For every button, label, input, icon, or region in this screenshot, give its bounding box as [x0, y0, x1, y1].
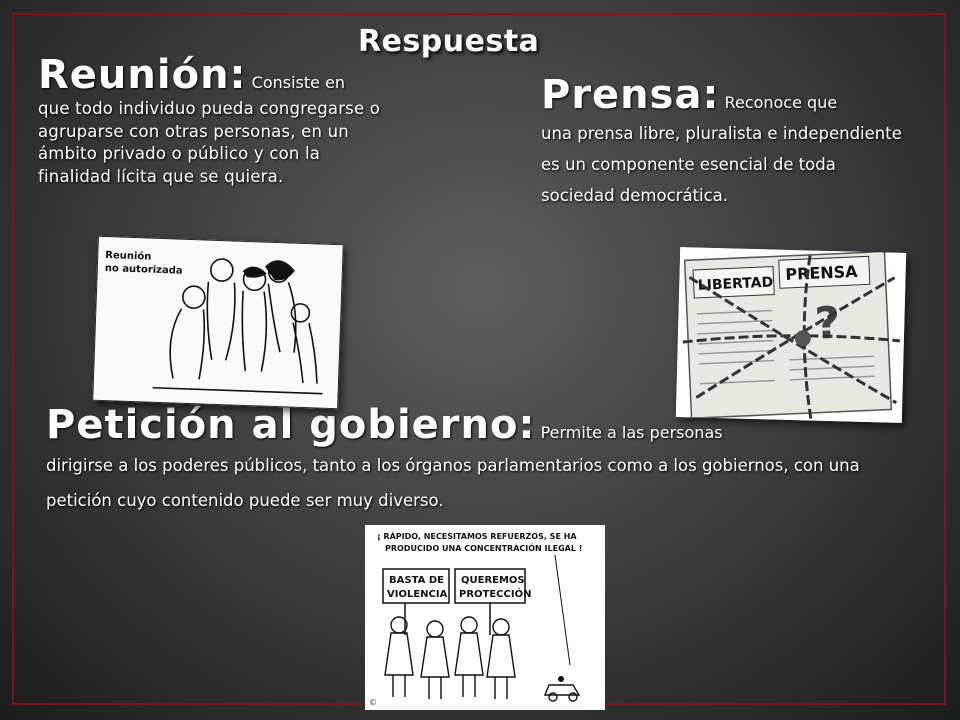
reunion-illustration: [92, 236, 344, 409]
reunion-heading: Reunión:: [38, 52, 247, 98]
chained-newspaper-image: [676, 247, 906, 423]
copyright-icon: ©: [369, 698, 377, 707]
slide-title: Respuesta: [358, 24, 540, 59]
peticion-illustration: [365, 525, 605, 710]
prensa-heading: Prensa:: [541, 72, 720, 118]
sign-2-line-2: PROTECCIÓN: [459, 589, 532, 600]
peticion-section: [46, 402, 866, 518]
sign-2-line-1: QUEREMOS: [461, 575, 525, 586]
peticion-lead: Permite a las personas: [540, 423, 723, 442]
peticion-heading: Petición al gobierno:: [46, 402, 536, 448]
meeting-cartoon-image: [92, 236, 344, 409]
prensa-image-word-2: PRENSA: [784, 261, 858, 284]
reunion-body: que todo individuo pueda congregarse o agruparse con otras personas, en un ámbito privado o público y con la finalidad lícita que se quiera.: [38, 99, 381, 186]
protest-cartoon-image: [365, 525, 605, 710]
prensa-section: [541, 72, 906, 211]
sign-1-line-1: BASTA DE: [389, 575, 444, 586]
reunion-lead: Consiste en: [251, 73, 346, 92]
peticion-body: dirigirse a los poderes públicos, tanto a los órganos parlamentarios como a los gobiernos, con una petición cuyo contenido puede ser muy diverso.: [46, 456, 860, 510]
siren-light-icon: [558, 676, 564, 682]
prensa-body: una prensa libre, pluralista e independiente es un componente esencial de toda sociedad democrática.: [541, 124, 902, 205]
reunion-section: [38, 52, 383, 188]
prensa-lead: Reconoce que: [724, 93, 838, 112]
reunion-image-caption-2: no autorizada: [104, 263, 183, 277]
reunion-image-caption-1: Reunión: [105, 250, 152, 263]
speech-line: ¡ RÁPIDO, NECESITAMOS REFUERZOS, SE HA: [377, 532, 577, 541]
svg-text:?: ?: [813, 297, 842, 350]
prensa-illustration: [676, 247, 906, 423]
sign-1-line-2: VIOLENCIA: [387, 589, 448, 600]
prensa-image-word-1: LIBERTAD: [697, 274, 774, 294]
speech-line: PRODUCIDO UNA CONCENTRACIÓN ILEGAL !: [385, 544, 583, 553]
